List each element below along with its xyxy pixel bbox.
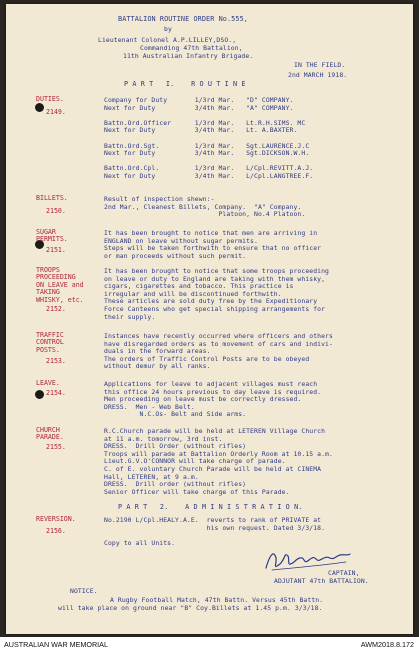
punch-hole [35, 103, 44, 112]
leave-number: 2154. [46, 389, 66, 397]
traffic-control-label: TRAFFIC CONTROL POSTS. [36, 331, 64, 354]
church-parade-label: CHURCH PARADE. [36, 426, 64, 442]
billets-number: 2150. [46, 207, 66, 215]
reversion-body: No.2190 L/Cpl.HEALY.A.E. reverts to rank of PRIVATE at his own request. Dated 3/3/18. Copy to all Units. [104, 516, 326, 547]
duties-body: Company for Duty 1/3rd Mar. "D" COMPANY. Next for Duty 3/4th Mar. "A" COMPANY. Battn.Ord.Officer 1/3rd Mar. Lt.R.H.SIMS. MC Next for Duty 3/4th Mar. Lt. A.BAXTER. Battn.Ord.Sgt. 1/3rd Mar. Sgt.LAURENCE.J.C Next for Duty 3/4th Mar. Sgt.DICKSON.W.H. Battn.Ord.Cpl. 1/3rd Mar. L/Cpl.REVITT.A.J. Next for Duty 3/4th Mar. L/Cpl.LANGTREE.F. [104, 96, 314, 180]
notice-label: NOTICE. [70, 587, 98, 595]
billets-body: Result of inspection shewn:- 2nd Mar., Cleanest Billets, Company. "A" Company. Platoon, No.4 Platoon. [104, 195, 306, 219]
document-page [6, 4, 413, 634]
part-two-heading: P A R T 2. A D M I N I S T R A T I O N. [118, 503, 303, 511]
signoff-rank: CAPTAIN, [328, 569, 360, 577]
traffic-control-number: 2153. [46, 357, 66, 365]
notice-line-2: will take place on ground near "B" Coy.Billets at 1.45 p.m. 3/3/18. [58, 604, 323, 612]
date: 2nd MARCH 1918. [288, 71, 348, 79]
church-parade-body: R.C.Church parade will be held at LETEREN Village Church at 11 a.m. tomorrow, 3rd inst. DRESS. Drill Order (without rifles) Troops will parade at Battalion Orderly Room at 10.15 a.m. Lieut.G.V.O'CONNOR will take charge of parade. C. of E. voluntary Church Parade will be held at CINEMA Hall, LETEREN, at 9 a.m. DRESS. Drill order (without rifles) Senior Officer will take charge of this Parade. [104, 427, 333, 496]
troops-leave-label: TROOPS PROCEEDING ON LEAVE and TAKING WHISKY, etc. [36, 266, 84, 304]
brigade-line: 11th Australian Infantry Brigade. [123, 52, 254, 60]
signoff-adjutant: ADJUTANT 47th BATTALION. [274, 577, 369, 585]
location: IN THE FIELD. [294, 61, 346, 69]
church-parade-number: 2155. [46, 443, 66, 451]
archive-reference: AWM2018.8.172 [360, 640, 414, 649]
by-line: by [164, 25, 172, 33]
officer-line: Lieutenant Colonel A.P.LILLEY,DSO., [98, 36, 237, 44]
notice-line-1: A Rugby Football Match, 47th Battn. Versus 45th Battn. [110, 596, 324, 604]
sugar-permits-body: It has been brought to notice that men are arriving in ENGLAND on leave without sugar permits. Steps will be taken forthwith to ensure that no officer or man proceeds without such permit. [104, 229, 322, 260]
commanding-line: Commanding 47th Battalion, [140, 44, 243, 52]
sugar-permits-number: 2151. [46, 246, 66, 254]
order-title: BATTALION ROUTINE ORDER No.555, [118, 15, 248, 23]
leave-body: Applications for leave to adjacent villages must reach this office 24 hours previous to day leave is required. Men proceeding on leave must be correctly dressed. DRESS. Men - Web Belt. N.C.Os- Belt and Side arms. [104, 380, 322, 419]
billets-label: BILLETS. [36, 194, 68, 202]
troops-leave-body: It has been brought to notice that some troops proceeding on leave or duty to England are taking with them whisky, cigars, cigarettes and tobacco. This practice is irregular and will be discontinued forthwith. These articles are sold duty free by the Expeditionary Force Canteens who get special shipping arrangements for their supply. [104, 267, 330, 321]
leave-label: LEAVE. [36, 379, 60, 387]
traffic-control-body: Instances have recently occurred where officers and others have disregarded orders as to movement of cars and indivi- duals in the forward areas. The orders of Traffic Control Posts are to be obeyed without demur by all ranks. [104, 332, 333, 371]
duties-label: DUTIES. [36, 95, 64, 103]
duties-number: 2149. [46, 108, 66, 116]
reversion-number: 2156. [46, 527, 66, 535]
punch-hole [35, 390, 44, 399]
part-one-heading: P A R T I. R O U T I N E [124, 80, 246, 88]
troops-leave-number: 2152. [46, 305, 66, 313]
archive-name: AUSTRALIAN WAR MEMORIAL [4, 640, 108, 649]
reversion-label: REVERSION. [36, 515, 76, 523]
sugar-permits-label: SUGAR PERMITS. [36, 228, 68, 244]
archive-footer [0, 637, 419, 653]
